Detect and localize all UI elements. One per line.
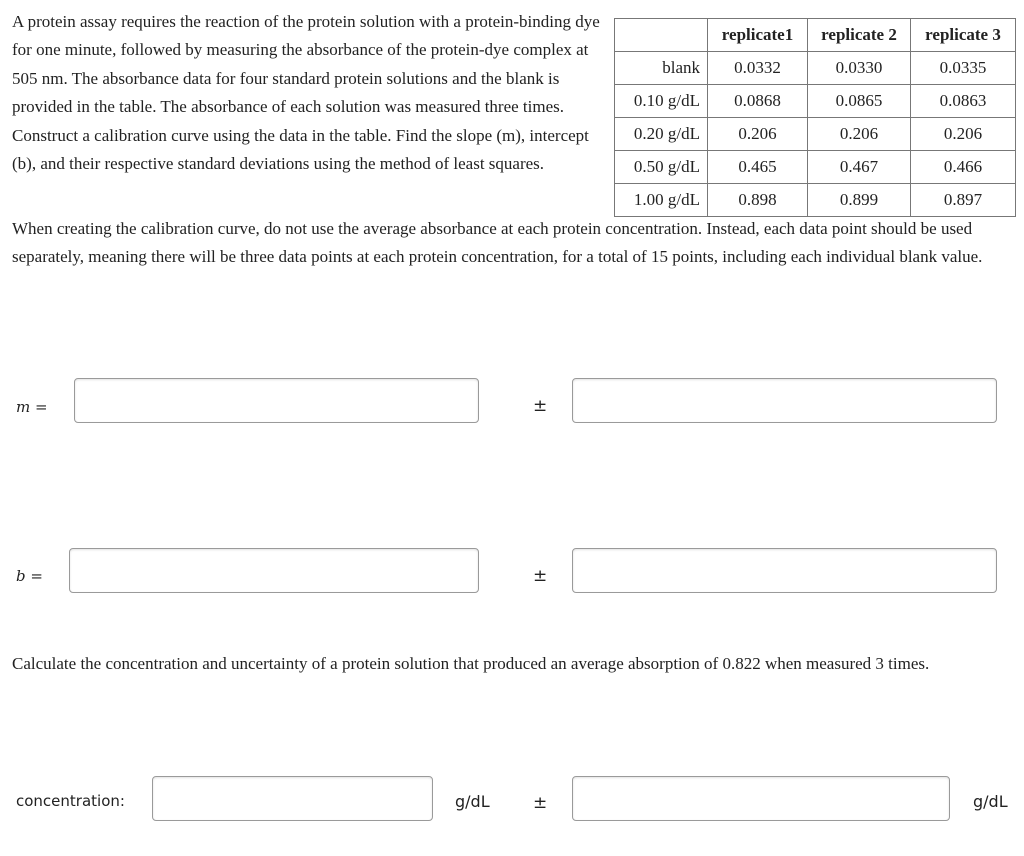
table-header-cell: replicate 2 <box>808 19 911 52</box>
slope-sd-input[interactable] <box>572 378 997 423</box>
plus-minus-symbol: ± <box>533 793 548 813</box>
table-row <box>615 85 1016 118</box>
concentration-label: concentration: <box>16 792 125 810</box>
problem-instructions: When creating the calibration curve, do not use the average absorbance at each protein concentration. Instead, each data point should be used separately, meaning there will be three data points at each protein concentration, for a total of 15 points, including each individual blank value. <box>12 219 983 266</box>
concentration-uncertainty-input[interactable] <box>572 776 950 821</box>
table-row <box>615 52 1016 85</box>
unit-label: g/dL <box>455 792 490 811</box>
table-cell: 0.897 <box>911 184 1016 217</box>
row-label: 0.50 g/dL <box>615 151 708 184</box>
row-label: 0.20 g/dL <box>615 118 708 151</box>
table-cell: 0.898 <box>708 184 808 217</box>
unit-label: g/dL <box>973 792 1008 811</box>
plus-minus-symbol: ± <box>533 566 548 586</box>
table-cell: 0.0335 <box>911 52 1016 85</box>
table-cell: 0.899 <box>808 184 911 217</box>
row-label: 1.00 g/dL <box>615 184 708 217</box>
table-cell: 0.466 <box>911 151 1016 184</box>
table-cell: 0.206 <box>708 118 808 151</box>
row-label: 0.10 g/dL <box>615 85 708 118</box>
table-row <box>615 184 1016 217</box>
concentration-input[interactable] <box>152 776 433 821</box>
table-cell: 0.0863 <box>911 85 1016 118</box>
table-cell: 0.467 <box>808 151 911 184</box>
intercept-input[interactable] <box>69 548 479 593</box>
intercept-label: b = <box>16 567 43 585</box>
table-header-row <box>615 19 1016 52</box>
table-cell: 0.0332 <box>708 52 808 85</box>
table-header-cell <box>615 19 708 52</box>
question-concentration: Calculate the concentration and uncertainty of a protein solution that produced an average absorption of 0.822 when measured 3 times. <box>12 654 930 673</box>
table-cell: 0.0330 <box>808 52 911 85</box>
table-cell: 0.206 <box>808 118 911 151</box>
row-label: blank <box>615 52 708 85</box>
table-row <box>615 151 1016 184</box>
intercept-sd-input[interactable] <box>572 548 997 593</box>
table-header-cell: replicate 3 <box>911 19 1016 52</box>
problem-intro: A protein assay requires the reaction of the protein solution with a protein-binding dye for one minute, followed by measuring the absorbance of the protein-dye complex at 505 nm. The absorbance data for four standard protein solutions and the blank is provided in the table. The absorbance of each solution was measured three times. Construct a calibration curve using the data in the table. Find the slope (m), intercept (b), and their respective standard deviations using the method of least squares. <box>12 12 600 174</box>
table-cell: 0.206 <box>911 118 1016 151</box>
table-cell: 0.0865 <box>808 85 911 118</box>
absorbance-table <box>614 18 1016 217</box>
table-header-cell: replicate1 <box>708 19 808 52</box>
table-row <box>615 118 1016 151</box>
table-cell: 0.465 <box>708 151 808 184</box>
slope-label: m = <box>16 398 48 416</box>
slope-input[interactable] <box>74 378 479 423</box>
plus-minus-symbol: ± <box>533 396 548 416</box>
table-cell: 0.0868 <box>708 85 808 118</box>
